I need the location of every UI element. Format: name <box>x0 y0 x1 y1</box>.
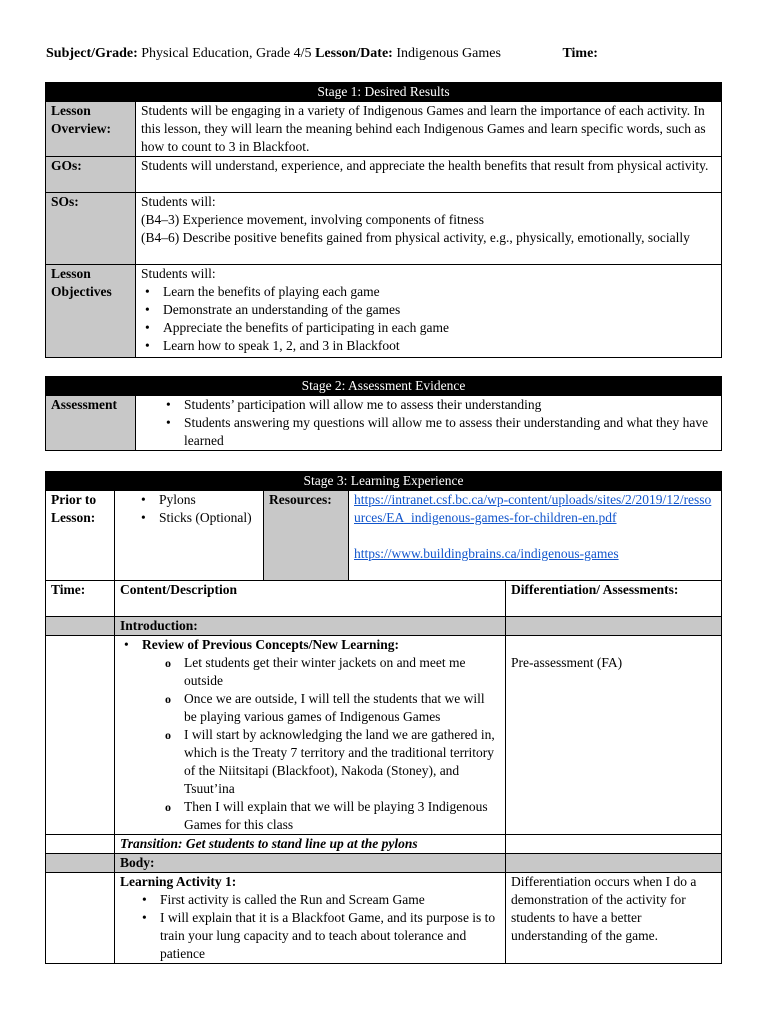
assessment-list <box>162 396 716 450</box>
list-item: • Learn the benefits of playing each game <box>141 283 716 301</box>
stage2-title: Stage 2: Assessment Evidence <box>46 377 722 396</box>
list-item: • Learn how to speak 1, 2, and 3 in Blackfoot <box>141 337 716 355</box>
list-item: • Appreciate the benefits of participating in each game <box>141 319 716 337</box>
subject-value: Physical Education, Grade 4/5 <box>141 46 312 61</box>
list-item: o Once we are outside, I will tell the students that we will be playing various games of Indigenous Games <box>162 690 500 726</box>
time-label: Time: <box>562 46 598 61</box>
list-item: o Then I will explain that we will be playing 3 Indigenous Games for this class <box>162 798 500 834</box>
list-item: • Demonstrate an understanding of the games <box>141 301 716 319</box>
intro-heading: Introduction: <box>115 617 506 636</box>
stage1-table <box>45 82 722 358</box>
time-col-header: Time: <box>46 581 115 617</box>
resource-link-pdf[interactable]: https://intranet.csf.bc.ca/wp-content/uploads/sites/2/2019/12/ressources/EA_indigenous-games-for-children-en.pdf <box>354 492 712 525</box>
sos-line: Students will: <box>141 194 216 209</box>
sos-label: SOs: <box>46 193 136 265</box>
lesson-label: Lesson/Date: <box>315 46 393 61</box>
activity1-cell <box>115 873 506 964</box>
sos-text <box>136 193 722 265</box>
sos-line: (B4–6) Describe positive benefits gained from physical activity, e.g., physically, emotionally, socially <box>141 230 690 245</box>
overview-text: Students will be engaging in a variety of Indigenous Games and learn the importance of each activity. In this lesson, they will learn the meaning behind each Indigenous Games and learn specific words, such as how to count to 3 in Blackfoot. <box>136 102 722 157</box>
transition-text: Transition: Get students to stand line up at the pylons <box>115 835 506 854</box>
review-heading: Review of Previous Concepts/New Learning: <box>142 637 399 652</box>
stage1-title: Stage 1: Desired Results <box>46 83 722 102</box>
pre-assessment: Pre-assessment (FA) <box>506 636 722 835</box>
list-item: • First activity is called the Run and Scream Game <box>138 891 500 909</box>
document-header <box>46 46 598 62</box>
prior-list <box>137 491 258 527</box>
subject-label: Subject/Grade: <box>46 46 138 61</box>
prior-label: Prior to Lesson: <box>46 491 115 581</box>
lesson-value: Indigenous Games <box>396 46 501 61</box>
stage2-table <box>45 376 722 451</box>
resource-link-buildingbrains[interactable]: https://www.buildingbrains.ca/indigenous-games <box>354 546 619 561</box>
resources-label: Resources: <box>264 491 349 581</box>
list-item: • Pylons <box>137 491 258 509</box>
review-list <box>120 636 500 834</box>
list-item: o I will start by acknowledging the land we are gathered in, which is the Treaty 7 territory and the traditional territory of the Niitsitapi (Blackfoot), Nakoda (Stoney), and Tsuut’ina <box>162 726 500 798</box>
prior-cell <box>115 491 264 581</box>
objectives-list <box>141 283 716 355</box>
list-item: • I will explain that it is a Blackfoot Game, and its purpose is to train your lung capacity and to teach about tolerance and patience <box>138 909 500 963</box>
activity1-heading: Learning Activity 1: <box>120 874 237 889</box>
review-sublist <box>162 654 500 834</box>
resources-cell <box>349 491 722 581</box>
objectives-label: Lesson Objectives <box>46 265 136 358</box>
list-item: • Sticks (Optional) <box>137 509 258 527</box>
sos-line: (B4–3) Experience movement, involving components of fitness <box>141 212 485 227</box>
stage3-title: Stage 3: Learning Experience <box>46 472 722 491</box>
objectives-intro: Students will: <box>141 266 216 281</box>
review-cell <box>115 636 506 835</box>
activity1-list <box>138 891 500 963</box>
content-col-header: Content/Description <box>115 581 506 617</box>
stage3-table <box>45 471 722 964</box>
list-item: o Let students get their winter jackets on and meet me outside <box>162 654 500 690</box>
objectives-cell <box>136 265 722 358</box>
assessment-label: Assessment <box>46 396 136 451</box>
gos-label: GOs: <box>46 157 136 193</box>
list-item: • Students answering my questions will allow me to assess their understanding and what they have learned <box>162 414 716 450</box>
diff-col-header: Differentiation/ Assessments: <box>506 581 722 617</box>
list-item: • Students’ participation will allow me to assess their understanding <box>162 396 716 414</box>
activity1-diff: Differentiation occurs when I do a demonstration of the activity for students to have a better understanding of the game. <box>506 873 722 964</box>
body-heading: Body: <box>115 854 506 873</box>
gos-text: Students will understand, experience, and appreciate the health benefits that result from physical activity. <box>136 157 722 193</box>
overview-label: Lesson Overview: <box>46 102 136 157</box>
assessment-cell <box>136 396 722 451</box>
